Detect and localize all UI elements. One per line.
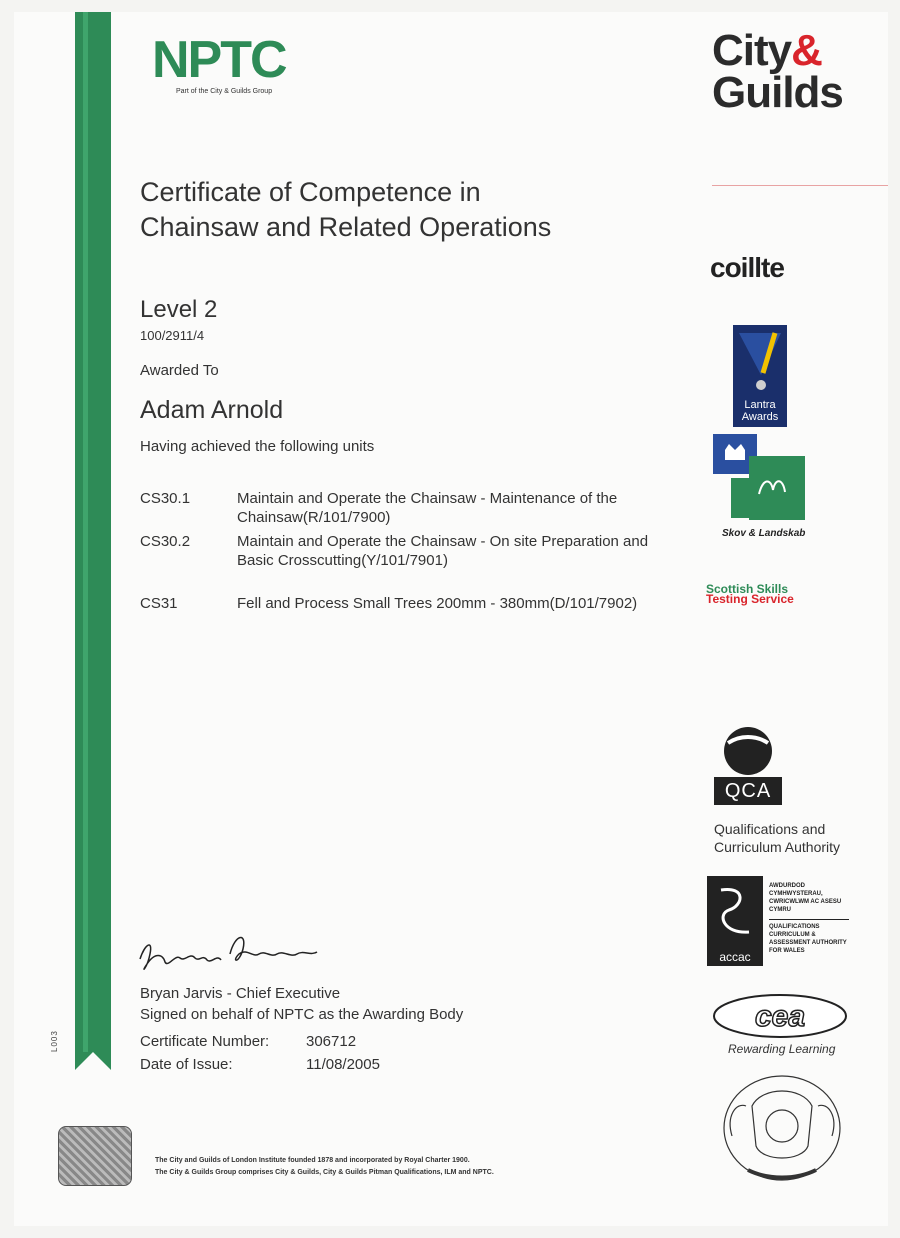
header-rule bbox=[712, 185, 888, 186]
skov-landskab-text: Skov & Landskab bbox=[722, 528, 806, 539]
signatory-behalf: Signed on behalf of NPTC as the Awarding Body bbox=[140, 1006, 464, 1023]
qca-logo bbox=[714, 725, 782, 805]
footer-text bbox=[155, 1155, 494, 1179]
footer-line: The City & Guilds Group comprises City & Guilds, City & Guilds Pitman Qualifications, ILM and NPTC. bbox=[155, 1169, 494, 1176]
city-guilds-line1: City bbox=[712, 26, 792, 75]
hologram-seal bbox=[58, 1126, 132, 1186]
lantra-emblem bbox=[733, 325, 787, 395]
certificate-title: Certificate of Competence in Chainsaw and Related Operations bbox=[140, 177, 552, 242]
side-code: L003 bbox=[50, 1030, 59, 1052]
accac-logo-word: accac bbox=[719, 950, 751, 964]
unit-title: Maintain and Operate the Chainsaw - On site Preparation and Basic Crosscutting(Y/101/7901) bbox=[237, 533, 649, 569]
cea-tagline: Rewarding Learning bbox=[728, 1042, 836, 1056]
green-ribbon bbox=[75, 12, 111, 1070]
qca-emblem bbox=[714, 725, 782, 777]
scottish-skills-line1: Scottish Skills bbox=[706, 582, 789, 596]
unit-title: Fell and Process Small Trees 200mm - 380mm(D/101/7902) bbox=[237, 595, 638, 612]
accac-english-text: QUALIFICATIONS CURRICULUM & ASSESSMENT AUTHORITY FOR WALES bbox=[769, 924, 847, 954]
city-guilds-logo bbox=[712, 26, 862, 117]
nptc-logo bbox=[152, 31, 286, 95]
city-guilds-amp: & bbox=[791, 26, 822, 75]
cea-logo-word: cea bbox=[754, 1000, 806, 1033]
unit-code: CS30.2 bbox=[140, 533, 191, 550]
date-of-issue-label: Date of Issue: bbox=[140, 1056, 233, 1073]
unit-code: CS30.1 bbox=[140, 490, 191, 507]
certificate-level: Level 2 bbox=[140, 296, 218, 323]
handwritten-signature bbox=[135, 924, 335, 989]
cert-number-value: 306712 bbox=[306, 1033, 357, 1050]
footer-line: The City and Guilds of London Institute founded 1878 and incorporated by Royal Charter 1900. bbox=[155, 1157, 470, 1164]
nptc-logo-tagline: Part of the City & Guilds Group bbox=[176, 88, 273, 95]
accac-divider bbox=[769, 919, 849, 920]
qca-subtitle-line: Curriculum Authority bbox=[714, 839, 841, 855]
lantra-logo bbox=[733, 325, 787, 427]
awarded-to-label: Awarded To bbox=[140, 362, 219, 379]
unit-code: CS31 bbox=[140, 595, 178, 612]
accac-emblem bbox=[707, 876, 763, 948]
cert-number-label: Certificate Number: bbox=[140, 1033, 270, 1050]
scottish-skills-line2: Testing Service bbox=[706, 592, 794, 606]
coillte-logo: coillte bbox=[710, 252, 784, 283]
recipient-name: Adam Arnold bbox=[140, 396, 284, 424]
date-of-issue-value: 11/08/2005 bbox=[306, 1056, 380, 1073]
units-intro: Having achieved the following units bbox=[140, 438, 375, 455]
unit-title: Maintain and Operate the Chainsaw - Maintenance of the Chainsaw(R/101/7900) bbox=[237, 490, 618, 526]
scottish-skills-logo bbox=[706, 584, 794, 604]
signatory-name: Bryan Jarvis - Chief Executive bbox=[140, 985, 341, 1002]
nptc-logo-word: NPTC bbox=[152, 31, 286, 89]
cea-logo bbox=[712, 993, 848, 1044]
accac-logo bbox=[707, 876, 763, 966]
qca-subtitle bbox=[714, 820, 840, 856]
city-guilds-line2: Guilds bbox=[712, 68, 843, 117]
qca-logo-box: QCA bbox=[714, 777, 782, 805]
royal-crest bbox=[712, 1066, 852, 1191]
lantra-logo-text: Lantra Awards bbox=[741, 399, 779, 423]
qca-subtitle-line: Qualifications and bbox=[714, 821, 826, 837]
accac-welsh-text: AWDURDOD CYMHWYSTERAU, CWRICWLWM AC ASESU CYMRU bbox=[769, 883, 842, 913]
certificate-code: 100/2911/4 bbox=[140, 328, 205, 343]
skov-landskab-logo bbox=[713, 434, 805, 527]
